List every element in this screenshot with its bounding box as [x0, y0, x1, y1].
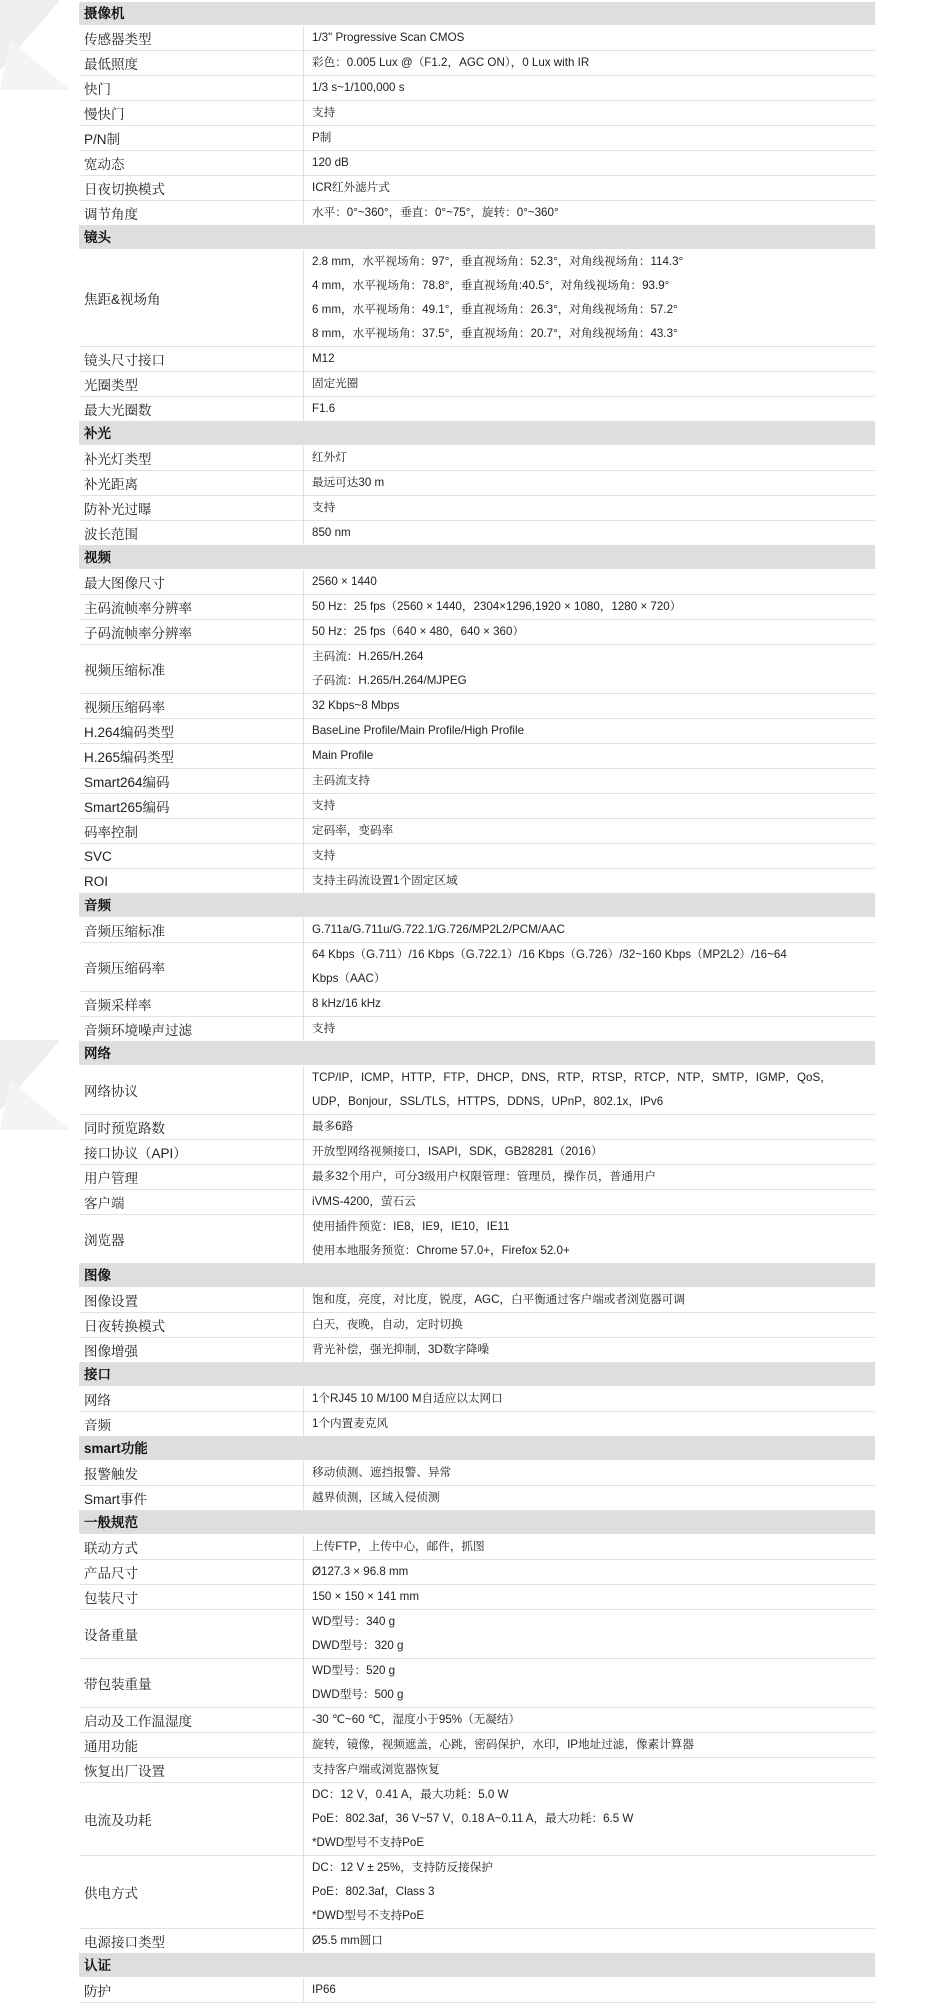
- spec-row: [79, 347, 875, 372]
- spec-value: [304, 201, 875, 225]
- spec-row: [79, 869, 875, 894]
- spec-row: [79, 570, 875, 595]
- spec-value-line: 使用插件预览：IE8，IE9，IE10，IE11: [312, 1220, 510, 1233]
- spec-value-line: 2560 × 1440: [312, 575, 377, 588]
- spec-value-line: 32 Kbps~8 Mbps: [312, 699, 400, 712]
- spec-label: 视频压缩标准: [79, 645, 304, 693]
- spec-label: Smart事件: [79, 1486, 304, 1510]
- spec-value-line: 1个内置麦克风: [312, 1417, 389, 1430]
- spec-label: 镜头尺寸接口: [79, 347, 304, 371]
- spec-value: [304, 1066, 875, 1114]
- spec-label: 通用功能: [79, 1733, 304, 1757]
- spec-label: 波长范围: [79, 521, 304, 545]
- spec-row: [79, 397, 875, 422]
- spec-label: Smart264编码: [79, 769, 304, 793]
- watermark-logo: [0, 0, 70, 90]
- spec-label: 最大光圈数: [79, 397, 304, 421]
- spec-value: [304, 372, 875, 396]
- spec-value: [304, 26, 875, 50]
- spec-row: [79, 521, 875, 546]
- spec-value: [304, 869, 875, 893]
- spec-value: [304, 1215, 875, 1263]
- spec-row: [79, 1338, 875, 1363]
- spec-value-line: G.711a/G.711u/G.722.1/G.726/MP2L2/PCM/AAC: [312, 923, 565, 936]
- spec-row: [79, 1929, 875, 1954]
- spec-label: 同时预览路数: [79, 1115, 304, 1139]
- spec-value-line: WD型号：340 g: [312, 1615, 396, 1628]
- spec-value: [304, 1708, 875, 1732]
- spec-value: [304, 1783, 875, 1855]
- spec-label: 音频压缩码率: [79, 943, 304, 991]
- spec-value: [304, 521, 875, 545]
- spec-label: 传感器类型: [79, 26, 304, 50]
- spec-value-line: 红外灯: [312, 451, 347, 464]
- spec-label: 电源接口类型: [79, 1929, 304, 1953]
- spec-value: [304, 76, 875, 100]
- spec-label: 带包装重量: [79, 1659, 304, 1707]
- section-header: 图像: [79, 1264, 875, 1288]
- spec-value: [304, 943, 875, 991]
- spec-row: [79, 992, 875, 1017]
- spec-row: [79, 1978, 875, 2003]
- spec-label: 慢快门: [79, 101, 304, 125]
- spec-value-line: 64 Kbps（G.711）/16 Kbps（G.722.1）/16 Kbps（G.726）/32~160 Kbps（MP2L2）/16~64: [312, 948, 787, 961]
- spec-value: [304, 1856, 875, 1928]
- spec-value-line: 支持: [312, 106, 336, 119]
- spec-value: [304, 1412, 875, 1436]
- spec-value-line: DWD型号：500 g: [312, 1688, 404, 1701]
- spec-row: [79, 1387, 875, 1412]
- spec-row: [79, 595, 875, 620]
- spec-row: [79, 794, 875, 819]
- spec-row: [79, 101, 875, 126]
- spec-label: H.265编码类型: [79, 744, 304, 768]
- spec-row: [79, 918, 875, 943]
- spec-value-line: F1.6: [312, 402, 336, 415]
- spec-value: [304, 819, 875, 843]
- spec-value: [304, 496, 875, 520]
- spec-row: [79, 26, 875, 51]
- spec-row: [79, 471, 875, 496]
- spec-label: ROI: [79, 869, 304, 893]
- spec-value: [304, 620, 875, 644]
- spec-value: [304, 1758, 875, 1782]
- spec-row: [79, 151, 875, 176]
- spec-label: 宽动态: [79, 151, 304, 175]
- spec-value-line: 彩色：0.005 Lux @（F1.2，AGC ON），0 Lux with IR: [312, 56, 590, 69]
- spec-row: [79, 1313, 875, 1338]
- spec-row: [79, 446, 875, 471]
- spec-value-line: DC：12 V ± 25%，支持防反接保护: [312, 1861, 493, 1874]
- section-header: 补光: [79, 422, 875, 446]
- spec-label: 音频压缩标准: [79, 918, 304, 942]
- spec-value-line: 8 kHz/16 kHz: [312, 997, 381, 1010]
- spec-label: 防补光过曝: [79, 496, 304, 520]
- spec-value: [304, 1115, 875, 1139]
- spec-value: [304, 101, 875, 125]
- spec-value-line: *DWD型号不支持PoE: [312, 1836, 425, 1849]
- spec-row: [79, 744, 875, 769]
- spec-value: [304, 1313, 875, 1337]
- spec-label: 视频压缩码率: [79, 694, 304, 718]
- spec-row: [79, 76, 875, 101]
- spec-row: [79, 1610, 875, 1659]
- spec-label: SVC: [79, 844, 304, 868]
- spec-row: [79, 1659, 875, 1708]
- spec-value: [304, 151, 875, 175]
- spec-value: [304, 126, 875, 150]
- spec-value: [304, 645, 875, 693]
- spec-row: [79, 1461, 875, 1486]
- spec-row: [79, 1115, 875, 1140]
- spec-value-line: 固定光圈: [312, 377, 359, 390]
- spec-row: [79, 844, 875, 869]
- spec-value: [304, 51, 875, 75]
- spec-value-line: ICR红外滤片式: [312, 181, 390, 194]
- spec-row: [79, 1165, 875, 1190]
- spec-value: [304, 570, 875, 594]
- spec-value: [304, 1610, 875, 1658]
- spec-value-line: PoE：802.3af，36 V~57 V，0.18 A~0.11 A，最大功耗：6.5 W: [312, 1812, 634, 1825]
- spec-row: [79, 819, 875, 844]
- spec-value: [304, 595, 875, 619]
- spec-value: [304, 1978, 875, 2002]
- spec-row: [79, 1066, 875, 1115]
- spec-row: [79, 1412, 875, 1437]
- spec-value-line: 6 mm，水平视场角：49.1°，垂直视场角：26.3°，对角线视场角：57.2°: [312, 303, 678, 316]
- spec-value-line: 支持: [312, 849, 336, 862]
- spec-value-line: WD型号：520 g: [312, 1664, 396, 1677]
- spec-table: [79, 2, 875, 2003]
- spec-label: 日夜转换模式: [79, 1313, 304, 1337]
- spec-label: 电流及功耗: [79, 1783, 304, 1855]
- spec-value-line: IP66: [312, 1983, 336, 1996]
- spec-label: 网络: [79, 1387, 304, 1411]
- spec-row: [79, 1535, 875, 1560]
- section-header: 镜头: [79, 226, 875, 250]
- spec-value: [304, 347, 875, 371]
- spec-value-line: 850 nm: [312, 526, 351, 539]
- spec-value: [304, 250, 875, 346]
- spec-row: [79, 1708, 875, 1733]
- spec-value-line: 旋转，镜像，视频遮盖，心跳，密码保护，水印，IP地址过滤，像素计算器: [312, 1738, 694, 1751]
- spec-value-line: 支持: [312, 1022, 336, 1035]
- spec-row: [79, 250, 875, 347]
- spec-label: Smart265编码: [79, 794, 304, 818]
- spec-value-line: 支持: [312, 501, 336, 514]
- spec-value-line: P制: [312, 131, 332, 144]
- spec-label: 启动及工作温湿度: [79, 1708, 304, 1732]
- spec-label: 码率控制: [79, 819, 304, 843]
- spec-label: 最大图像尺寸: [79, 570, 304, 594]
- spec-value-line: 白天，夜晚，自动，定时切换: [312, 1318, 463, 1331]
- spec-value: [304, 1140, 875, 1164]
- section-header: 一般规范: [79, 1511, 875, 1535]
- spec-row: [79, 694, 875, 719]
- section-header: 音频: [79, 894, 875, 918]
- spec-value: [304, 1535, 875, 1559]
- section-header: 摄像机: [79, 2, 875, 26]
- spec-label: 音频: [79, 1412, 304, 1436]
- spec-value-line: TCP/IP，ICMP，HTTP，FTP，DHCP，DNS，RTP，RTSP，RTCP，NTP，SMTP，IGMP，QoS，: [312, 1071, 832, 1084]
- spec-row: [79, 1585, 875, 1610]
- spec-value: [304, 1338, 875, 1362]
- spec-label: 子码流帧率分辨率: [79, 620, 304, 644]
- spec-value: [304, 176, 875, 200]
- spec-value-line: Kbps（AAC）: [312, 972, 386, 985]
- spec-row: [79, 1486, 875, 1511]
- spec-value-line: 50 Hz：25 fps（2560 × 1440，2304×1296,1920 × 1080，1280 × 720）: [312, 600, 682, 613]
- spec-value-line: Ø127.3 × 96.8 mm: [312, 1565, 409, 1578]
- spec-value-line: 4 mm，水平视场角：78.8°，垂直视场角:40.5°，对角线视场角：93.9°: [312, 279, 670, 292]
- spec-label: H.264编码类型: [79, 719, 304, 743]
- spec-row: [79, 645, 875, 694]
- section-header: 网络: [79, 1042, 875, 1066]
- spec-value-line: BaseLine Profile/Main Profile/High Profile: [312, 724, 525, 737]
- spec-value: [304, 844, 875, 868]
- watermark-logo: [0, 1040, 70, 1130]
- spec-value-line: 支持客户端或浏览器恢复: [312, 1763, 440, 1776]
- spec-row: [79, 620, 875, 645]
- spec-row: [79, 1140, 875, 1165]
- spec-row: [79, 496, 875, 521]
- spec-value: [304, 744, 875, 768]
- spec-label: 主码流帧率分辨率: [79, 595, 304, 619]
- spec-label: 图像设置: [79, 1288, 304, 1312]
- spec-label: 音频采样率: [79, 992, 304, 1016]
- spec-value: [304, 446, 875, 470]
- spec-value-line: DC：12 V，0.41 A，最大功耗：5.0 W: [312, 1788, 509, 1801]
- spec-label: P/N制: [79, 126, 304, 150]
- section-header: 视频: [79, 546, 875, 570]
- spec-label: 光圈类型: [79, 372, 304, 396]
- spec-value-line: 定码率，变码率: [312, 824, 394, 837]
- spec-value-line: 主码流：H.265/H.264: [312, 650, 424, 663]
- spec-value-line: 120 dB: [312, 156, 349, 169]
- spec-value-line: 使用本地服务预览：Chrome 57.0+，Firefox 52.0+: [312, 1244, 570, 1257]
- section-header: 接口: [79, 1363, 875, 1387]
- spec-label: 供电方式: [79, 1856, 304, 1928]
- spec-label: 用户管理: [79, 1165, 304, 1189]
- spec-value-line: 主码流支持: [312, 774, 370, 787]
- spec-label: 恢复出厂设置: [79, 1758, 304, 1782]
- spec-row: [79, 719, 875, 744]
- spec-value-line: 饱和度，亮度，对比度，锐度，AGC，白平衡通过客户端或者浏览器可调: [312, 1293, 685, 1306]
- spec-label: 焦距&视场角: [79, 250, 304, 346]
- spec-value-line: DWD型号：320 g: [312, 1639, 404, 1652]
- spec-value-line: *DWD型号不支持PoE: [312, 1909, 425, 1922]
- spec-label: 防护: [79, 1978, 304, 2002]
- section-header: smart功能: [79, 1437, 875, 1461]
- spec-value-line: M12: [312, 352, 335, 365]
- spec-value-line: iVMS-4200，萤石云: [312, 1195, 416, 1208]
- spec-value-line: UDP，Bonjour，SSL/TLS，HTTPS，DDNS，UPnP，802.1x，IPv6: [312, 1095, 664, 1108]
- spec-value-line: PoE：802.3af，Class 3: [312, 1885, 435, 1898]
- spec-label: 浏览器: [79, 1215, 304, 1263]
- spec-value: [304, 1190, 875, 1214]
- spec-row: [79, 1733, 875, 1758]
- spec-value-line: -30 ℃~60 ℃，湿度小于95%（无凝结）: [312, 1713, 521, 1726]
- spec-value-line: 移动侦测、遮挡报警、异常: [312, 1466, 452, 1479]
- spec-value: [304, 471, 875, 495]
- spec-label: 补光灯类型: [79, 446, 304, 470]
- spec-value: [304, 694, 875, 718]
- spec-value-line: 1/3 s~1/100,000 s: [312, 81, 405, 94]
- spec-row: [79, 1560, 875, 1585]
- spec-value: [304, 794, 875, 818]
- spec-value-line: 2.8 mm，水平视场角：97°，垂直视场角：52.3°，对角线视场角：114.3°: [312, 255, 684, 268]
- spec-label: 调节角度: [79, 201, 304, 225]
- spec-value: [304, 1165, 875, 1189]
- spec-label: 产品尺寸: [79, 1560, 304, 1584]
- spec-value-line: 支持: [312, 799, 336, 812]
- spec-value: [304, 769, 875, 793]
- spec-value: [304, 1659, 875, 1707]
- spec-value: [304, 397, 875, 421]
- spec-label: 网络协议: [79, 1066, 304, 1114]
- spec-value-line: 150 × 150 × 141 mm: [312, 1590, 419, 1603]
- spec-value: [304, 1387, 875, 1411]
- spec-label: 客户端: [79, 1190, 304, 1214]
- spec-label: 设备重量: [79, 1610, 304, 1658]
- spec-row: [79, 1758, 875, 1783]
- spec-value-line: 最远可达30 m: [312, 476, 385, 489]
- spec-value: [304, 1017, 875, 1041]
- spec-value-line: 上传FTP，上传中心，邮件，抓图: [312, 1540, 485, 1553]
- spec-value: [304, 918, 875, 942]
- spec-value-line: 越界侦测，区域入侵侦测: [312, 1491, 440, 1504]
- spec-value-line: Ø5.5 mm圆口: [312, 1934, 383, 1947]
- spec-value-line: 背光补偿，强光抑制，3D数字降噪: [312, 1343, 490, 1356]
- spec-value-line: 1/3" Progressive Scan CMOS: [312, 31, 465, 44]
- spec-label: 图像增强: [79, 1338, 304, 1362]
- spec-row: [79, 1856, 875, 1929]
- spec-label: 报警触发: [79, 1461, 304, 1485]
- spec-label: 日夜切换模式: [79, 176, 304, 200]
- spec-row: [79, 1288, 875, 1313]
- spec-value-line: 水平：0°~360°，垂直：0°~75°，旋转：0°~360°: [312, 206, 559, 219]
- spec-label: 接口协议（API）: [79, 1140, 304, 1164]
- spec-row: [79, 176, 875, 201]
- spec-value: [304, 1461, 875, 1485]
- spec-row: [79, 943, 875, 992]
- spec-value-line: 50 Hz：25 fps（640 × 480，640 × 360）: [312, 625, 525, 638]
- spec-label: 最低照度: [79, 51, 304, 75]
- spec-label: 快门: [79, 76, 304, 100]
- spec-label: 联动方式: [79, 1535, 304, 1559]
- spec-value-line: Main Profile: [312, 749, 374, 762]
- spec-row: [79, 1017, 875, 1042]
- section-header: 认证: [79, 1954, 875, 1978]
- spec-label: 包装尺寸: [79, 1585, 304, 1609]
- spec-value: [304, 1288, 875, 1312]
- spec-value-line: 开放型网络视频接口，ISAPI，SDK，GB28281（2016）: [312, 1145, 603, 1158]
- spec-row: [79, 1215, 875, 1264]
- spec-value: [304, 719, 875, 743]
- spec-row: [79, 51, 875, 76]
- spec-label: 音频环境噪声过滤: [79, 1017, 304, 1041]
- spec-row: [79, 372, 875, 397]
- spec-row: [79, 769, 875, 794]
- spec-value-line: 1个RJ45 10 M/100 M自适应以太网口: [312, 1392, 503, 1405]
- spec-value: [304, 1486, 875, 1510]
- spec-row: [79, 1190, 875, 1215]
- spec-row: [79, 201, 875, 226]
- spec-value: [304, 992, 875, 1016]
- spec-label: 补光距离: [79, 471, 304, 495]
- spec-value: [304, 1733, 875, 1757]
- spec-value: [304, 1929, 875, 1953]
- spec-value: [304, 1585, 875, 1609]
- spec-row: [79, 1783, 875, 1856]
- spec-value-line: 子码流：H.265/H.264/MJPEG: [312, 674, 467, 687]
- spec-value-line: 最多6路: [312, 1120, 354, 1133]
- spec-value-line: 支持主码流设置1个固定区域: [312, 874, 458, 887]
- spec-value-line: 8 mm，水平视场角：37.5°，垂直视场角：20.7°，对角线视场角：43.3°: [312, 327, 678, 340]
- spec-value: [304, 1560, 875, 1584]
- spec-row: [79, 126, 875, 151]
- spec-value-line: 最多32个用户，可分3级用户权限管理：管理员，操作员，普通用户: [312, 1170, 656, 1183]
